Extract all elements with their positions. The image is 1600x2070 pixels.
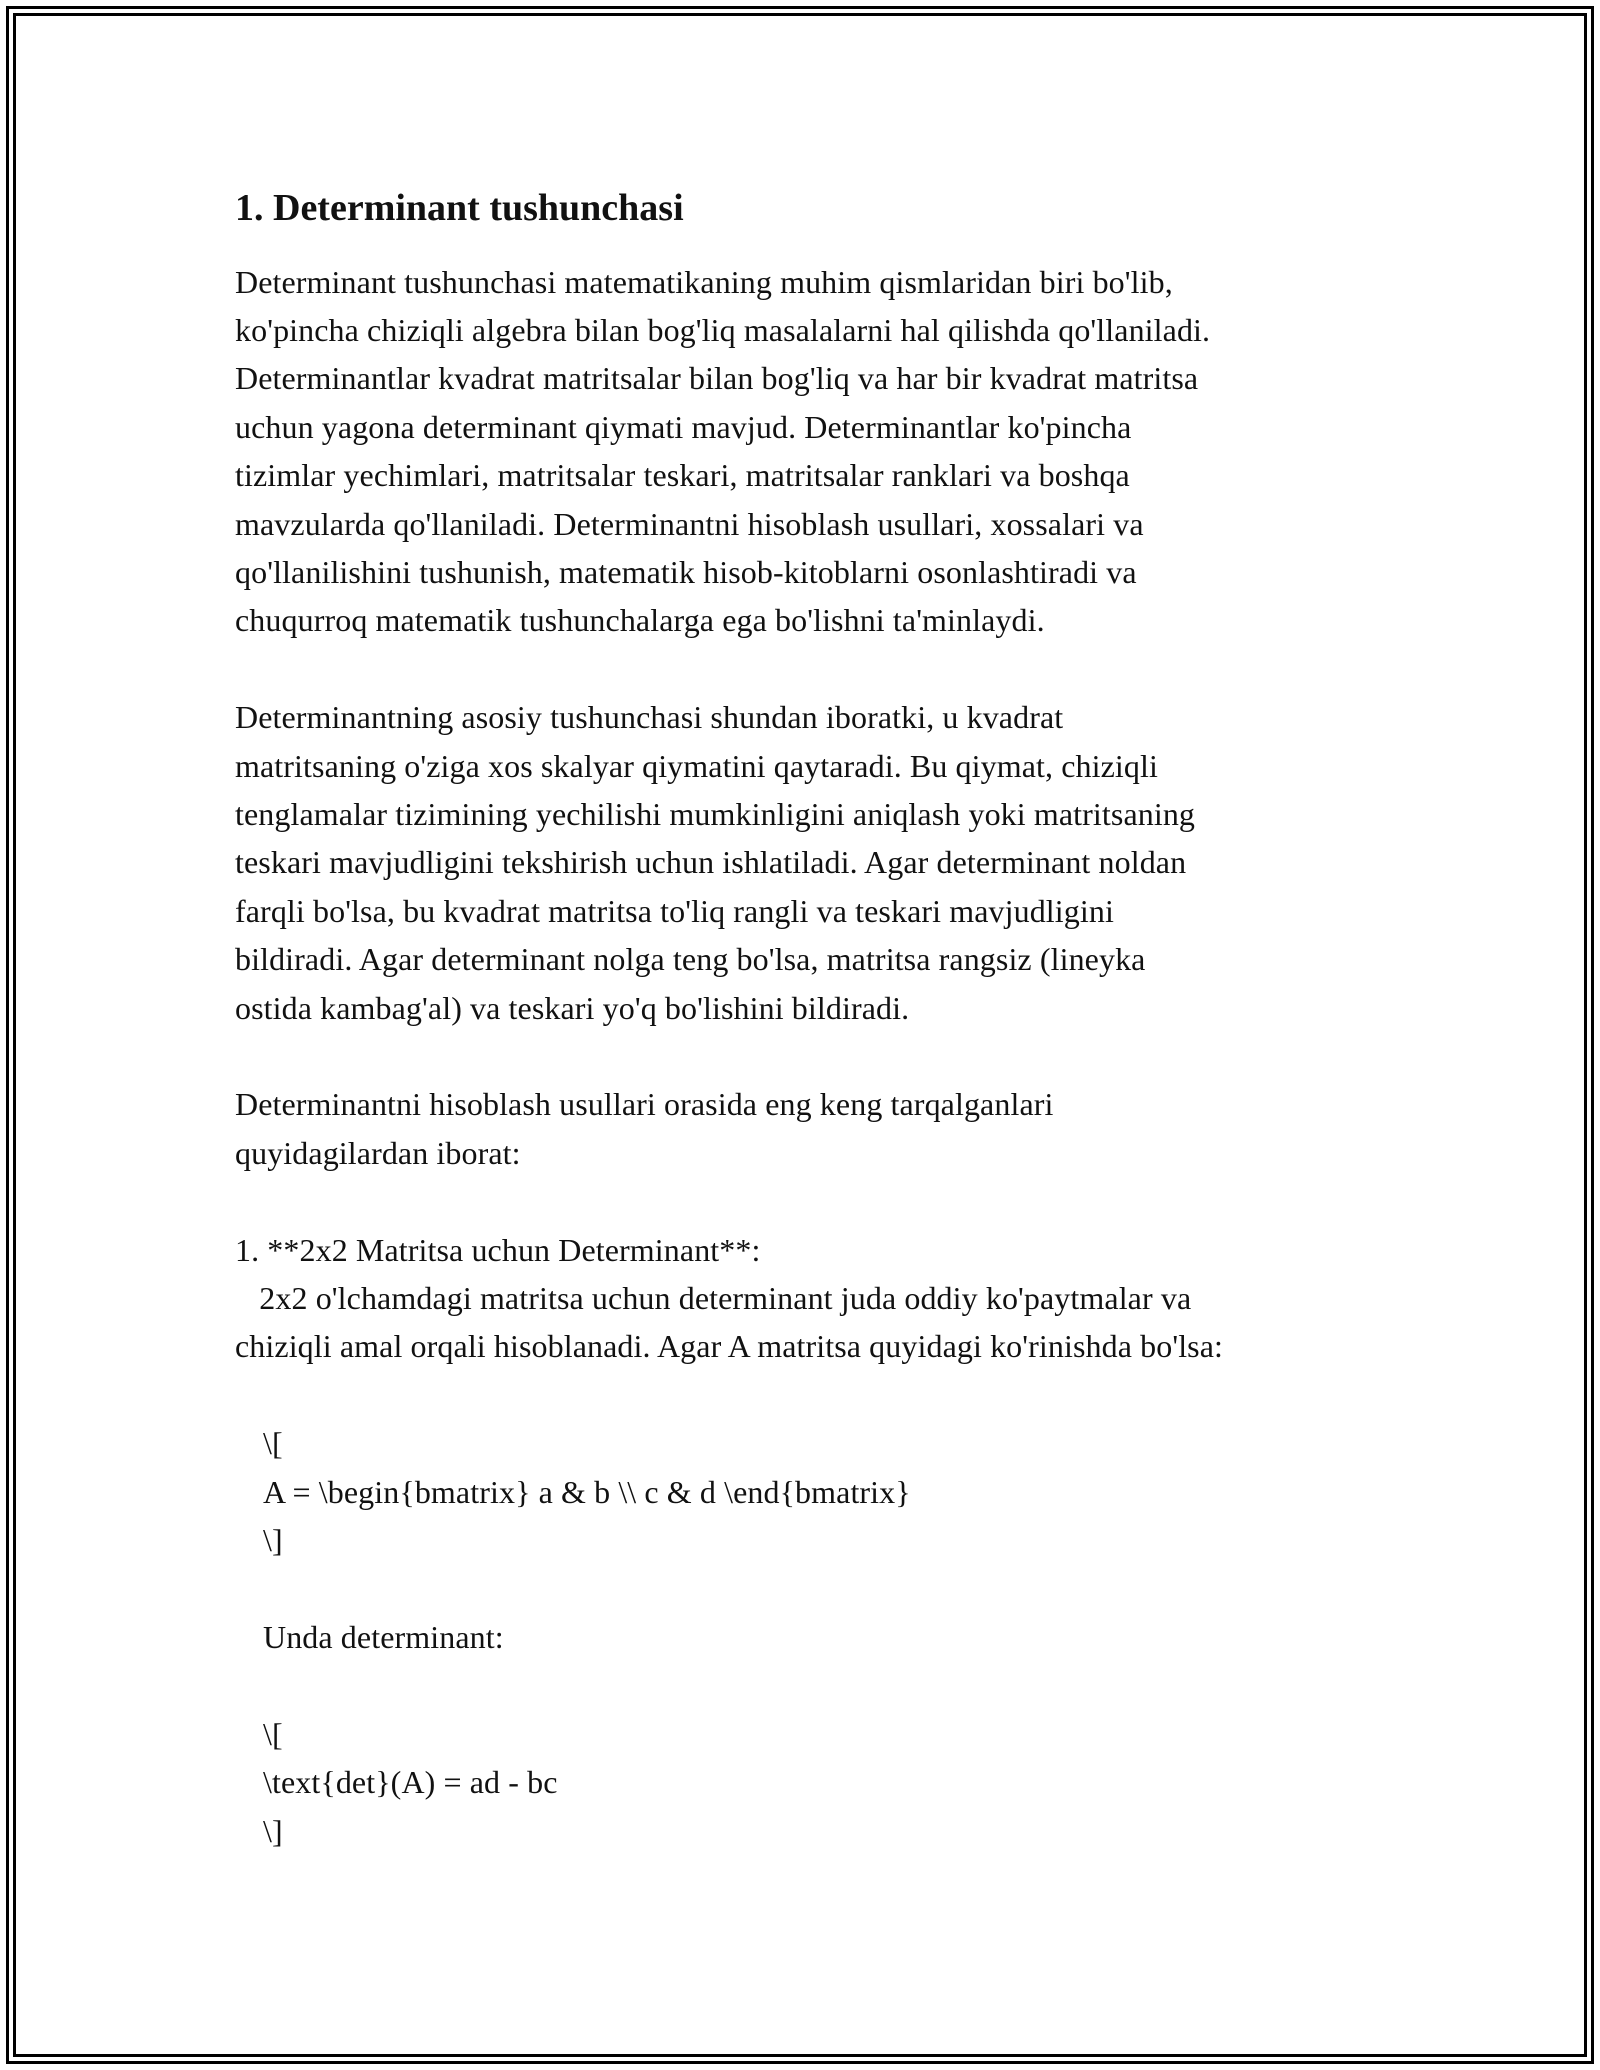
paragraph-intro <box>235 258 1405 645</box>
text-line: 1. **2x2 Matritsa uchun Determinant**: <box>235 1231 761 1268</box>
text-line: tizimlar yechimlari, matritsalar teskari, matritsalar ranklari va boshqa <box>235 457 1130 494</box>
formula-determinant <box>235 1710 1405 1855</box>
text-line: ostida kambag'al) va teskari yo'q bo'lishini bildiradi. <box>235 989 910 1026</box>
formula-caption <box>235 1613 1405 1661</box>
text-line: Unda determinant: <box>263 1618 504 1655</box>
text-line: Determinantning asosiy tushunchasi shundan iboratki, u kvadrat <box>235 699 1064 736</box>
text-line: uchun yagona determinant qiymati mavjud. Determinantlar ko'pincha <box>235 408 1132 445</box>
formula-line: \] <box>263 1522 283 1559</box>
text-line: matritsaning o'ziga xos skalyar qiymatini qaytaradi. Bu qiymat, chiziqli <box>235 747 1158 784</box>
text-line: chuqurroq matematik tushunchalarga ega bo'lishni ta'minlaydi. <box>235 602 1045 639</box>
text-line: farqli bo'lsa, bu kvadrat matritsa to'liq rangli va teskari mavjudligini <box>235 892 1114 929</box>
text-line: tenglamalar tizimining yechilishi mumkinligini aniqlash yoki matritsaning <box>235 796 1196 833</box>
text-line: qo'llanilishini tushunish, matematik hisob-kitoblarni osonlashtiradi va <box>235 554 1137 591</box>
text-line: quyidagilardan iborat: <box>235 1134 521 1171</box>
text-line: mavzularda qo'llaniladi. Determinantni hisoblash usullari, xossalari va <box>235 505 1144 542</box>
text-line: 2x2 o'lchamdagi matritsa uchun determinant juda oddiy ko'paytmalar va <box>235 1280 1192 1317</box>
document-body <box>235 186 1405 1855</box>
formula-line: A = \begin{bmatrix} a & b \\ c & d \end{bmatrix} <box>263 1473 911 1510</box>
formula-line: \] <box>263 1812 283 1849</box>
text-line: bildiradi. Agar determinant nolga teng bo'lsa, matritsa rangsiz (lineyka <box>235 941 1146 978</box>
paragraph-concept <box>235 693 1405 1032</box>
text-line: teskari mavjudligini tekshirish uchun ishlatiladi. Agar determinant noldan <box>235 844 1187 881</box>
text-line: ko'pincha chiziqli algebra bilan bog'liq masalalarni hal qilishda qo'llaniladi. <box>235 312 1211 348</box>
section-heading: 1. Determinant tushunchasi <box>235 187 684 229</box>
text-line: Determinant tushunchasi matematikaning muhim qismlaridan biri bo'lib, <box>235 263 1173 300</box>
text-line: Determinantlar kvadrat matritsalar bilan bog'liq va har bir kvadrat matritsa <box>235 360 1199 397</box>
list-item-2x2 <box>235 1226 1405 1371</box>
text-line: chiziqli amal orqali hisoblanadi. Agar A matritsa quyidagi ko'rinishda bo'lsa: <box>235 1328 1224 1365</box>
text-line: Determinantni hisoblash usullari orasida eng keng tarqalganlari <box>235 1086 1054 1123</box>
formula-line: \[ <box>263 1715 283 1752</box>
paragraph-methods-intro <box>235 1080 1405 1177</box>
formula-line: \[ <box>263 1425 283 1462</box>
formula-matrix-definition <box>235 1419 1405 1564</box>
formula-line: \text{det}(A) = ad - bc <box>263 1764 558 1801</box>
